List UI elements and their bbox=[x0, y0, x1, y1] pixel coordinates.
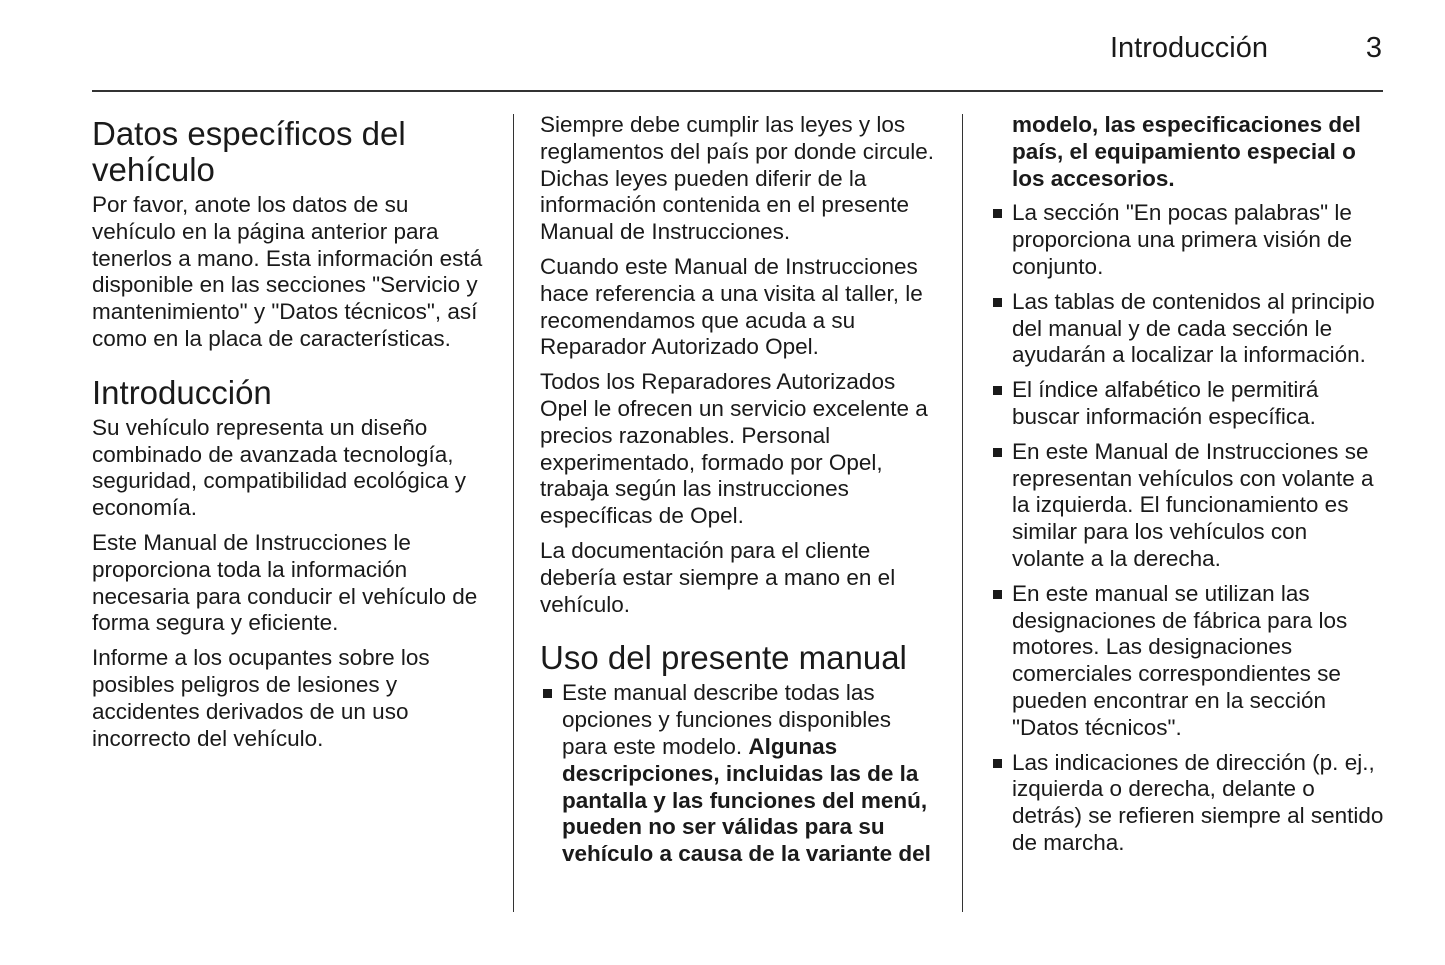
paragraph: Por favor, anote los datos de su vehículo en la página anterior para tenerlos a mano. Esta información está disponible en las secciones "Servicio y mantenimiento" y "Datos técnicos", así como en la placa de características. bbox=[92, 192, 483, 351]
header-divider bbox=[92, 90, 1383, 92]
list-item-bold-continuation: modelo, las especificaciones del país, el equipamiento especial o los accesorios. bbox=[1012, 112, 1361, 191]
square-bullet-icon bbox=[993, 590, 1002, 599]
square-bullet-icon bbox=[993, 759, 1002, 768]
bullet-list bbox=[540, 680, 938, 868]
list-item bbox=[990, 750, 1384, 857]
square-bullet-icon bbox=[993, 448, 1002, 457]
list-item-text: En este Manual de Instrucciones se representan vehículos con volante a la izquierda. El funcionamiento es similar para los vehículos con volante a la derecha. bbox=[1012, 438, 1374, 571]
bullet-list bbox=[990, 200, 1384, 856]
list-item-text: Las indicaciones de dirección (p. ej., izquierda o derecha, delante o detrás) se refieren siempre al sentido de marcha. bbox=[1012, 749, 1384, 855]
list-item bbox=[990, 439, 1384, 573]
column-2 bbox=[540, 112, 938, 876]
paragraph: Su vehículo representa un diseño combinado de avanzada tecnología, seguridad, compatibilidad ecológica y economía. bbox=[92, 414, 466, 521]
list-item bbox=[990, 581, 1384, 742]
list-item bbox=[540, 680, 938, 868]
page-number: 3 bbox=[1365, 32, 1382, 64]
paragraph: Informe a los ocupantes sobre los posibles peligros de lesiones y accidentes derivados de un uso incorrecto del vehículo. bbox=[92, 645, 430, 751]
section-title-vehicle-data: Datos específicos del vehículo bbox=[92, 115, 406, 188]
paragraph: La documentación para el cliente debería estar siempre a mano en el vehículo. bbox=[540, 537, 896, 617]
paragraph: Cuando este Manual de Instrucciones hace referencia a una visita al taller, le recomendamos que acuda a su Reparador Autorizado Opel. bbox=[540, 253, 923, 360]
section-title-introduction: Introducción bbox=[92, 373, 272, 411]
paragraph: Este Manual de Instrucciones le proporciona toda la información necesaria para conducir el vehículo de forma segura y eficiente. bbox=[92, 529, 478, 636]
column-divider-1 bbox=[513, 114, 514, 912]
list-item-text: El índice alfabético le permitirá buscar información específica. bbox=[1012, 377, 1319, 429]
paragraph: Siempre debe cumplir las leyes y los reglamentos del país por donde circule. Dichas leyes pueden diferir de la información contenida en el presente Manual de Instrucciones. bbox=[540, 112, 934, 245]
page-header bbox=[92, 28, 1382, 68]
square-bullet-icon bbox=[993, 298, 1002, 307]
list-item bbox=[990, 289, 1384, 369]
list-item bbox=[990, 200, 1384, 280]
list-item-text: Este manual describe todas las opciones y funciones disponibles para este modelo. bbox=[562, 680, 891, 759]
list-item-text: La sección "En pocas palabras" le proporciona una primera visión de conjunto. bbox=[1012, 200, 1353, 279]
section-title-manual-usage: Uso del presente manual bbox=[540, 639, 907, 677]
list-item bbox=[990, 377, 1384, 431]
list-item-bold-text: Algunas descripciones, incluidas las de la pantalla y las funciones del menú, pueden no ser válidas para su vehículo a causa de la variante del bbox=[562, 733, 931, 867]
square-bullet-icon bbox=[543, 689, 552, 698]
list-item-text: Las tablas de contenidos al principio del manual y de cada sección le ayudarán a localizar la información. bbox=[1012, 288, 1375, 368]
column-3 bbox=[990, 112, 1384, 865]
running-header-title: Introducción bbox=[1110, 32, 1268, 64]
square-bullet-icon bbox=[993, 209, 1002, 218]
column-divider-2 bbox=[962, 114, 963, 912]
column-1 bbox=[92, 112, 490, 760]
square-bullet-icon bbox=[993, 386, 1002, 395]
list-item-text: En este manual se utilizan las designaciones de fábrica para los motores. Las designaciones comerciales correspondientes se pueden encontrar en la sección "Datos técnicos". bbox=[1012, 580, 1348, 740]
paragraph: Todos los Reparadores Autorizados Opel le ofrecen un servicio excelente a precios razonables. Personal experimentado, formado por Opel, trabaja según las instrucciones específicas de Opel. bbox=[540, 369, 928, 529]
